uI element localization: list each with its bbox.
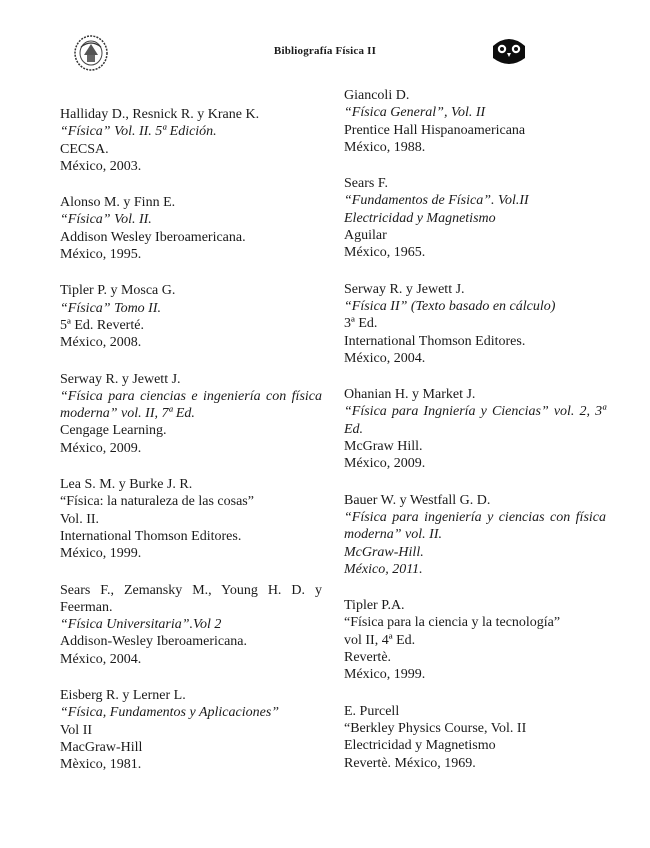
reference-entry — [344, 175, 606, 261]
reference-place-year: México, 1999. — [60, 546, 142, 562]
reference-authors: Sears F. — [344, 176, 388, 192]
reference-entry — [60, 282, 322, 351]
reference-entry — [60, 476, 322, 562]
reference-publisher: International Thomson Editores. — [60, 528, 242, 544]
reference-authors: E. Purcell — [344, 703, 400, 719]
reference-title: “Física para Ingniería y Ciencias” vol. 2, 3ª Ed. — [344, 404, 606, 437]
reference-title: “Física General”, Vol. II — [344, 105, 486, 121]
reference-authors: Ohanian H. y Market J. — [344, 387, 476, 403]
reference-authors: Tipler P. y Mosca G. — [60, 283, 176, 299]
reference-publisher: McGraw Hill. — [344, 439, 423, 455]
reference-title: “Física: la naturaleza de las cosas” — [60, 494, 254, 510]
reference-title: “Berkley Physics Course, Vol. II — [344, 720, 527, 736]
reference-place-year: México, 2003. — [60, 158, 142, 174]
owl-logo-icon — [490, 34, 528, 68]
reference-authors: Sears F., Zemansky M., Young H. D. y Feerman. — [60, 582, 322, 615]
reference-publisher: Addison-Wesley Iberoamericana. — [60, 634, 248, 650]
reference-edition: 3ª Ed. — [344, 316, 378, 332]
reference-place-year: México, 2004. — [60, 651, 142, 667]
reference-authors: Eisberg R. y Lerner L. — [60, 688, 186, 704]
reference-edition: vol II, 4ª Ed. — [344, 632, 416, 648]
reference-title: “Física, Fundamentos y Aplicaciones” — [60, 705, 280, 721]
reference-entry — [344, 386, 606, 472]
reference-place-year: México, 1988. — [344, 139, 426, 155]
reference-entry — [60, 687, 322, 773]
reference-entry — [60, 371, 322, 457]
left-column — [60, 106, 322, 793]
reference-authors: Serway R. y Jewett J. — [344, 281, 465, 297]
reference-title: “Fundamentos de Física”. Vol.II — [344, 193, 529, 209]
reference-place-year: México, 2008. — [60, 335, 142, 351]
unam-seal-icon — [72, 33, 110, 73]
reference-authors: Halliday D., Resnick R. y Krane K. — [60, 107, 260, 122]
reference-place-year: México, 1999. — [344, 667, 426, 683]
reference-volume: Vol. II. — [60, 511, 100, 527]
reference-publisher: Prentice Hall Hispanoamericana — [344, 122, 526, 138]
reference-authors: Tipler P.A. — [344, 598, 405, 614]
reference-publisher: Cengage Learning. — [60, 423, 167, 439]
reference-title: “Física para la ciencia y la tecnología” — [344, 615, 561, 631]
reference-subtitle: Electricidad y Magnetismo — [344, 738, 496, 754]
reference-authors: Alonso M. y Finn E. — [60, 195, 176, 211]
reference-title: “Física Universitaria”.Vol 2 — [60, 617, 222, 633]
reference-place-year: México, 2009. — [344, 456, 426, 472]
reference-title: “Física II” (Texto basado en cálculo) — [344, 298, 556, 314]
reference-volume: Vol II — [60, 722, 93, 738]
reference-publisher: Aguilar — [344, 228, 387, 244]
reference-entry — [344, 492, 606, 578]
reference-title: “Física” Vol. II. — [60, 212, 152, 228]
reference-title: “Física” Vol. II. 5ª Edición. — [60, 124, 217, 140]
reference-entry — [344, 87, 606, 156]
reference-place-year: México, 2011. — [344, 561, 423, 577]
reference-publisher: International Thomson Editores. — [344, 333, 526, 349]
reference-subtitle: Electricidad y Magnetismo — [344, 210, 496, 226]
reference-edition: 5ª Ed. Reverté. — [60, 317, 144, 333]
reference-publisher: MacGraw-Hill — [60, 739, 143, 755]
reference-publisher: Addison Wesley Iberoamericana. — [60, 229, 246, 245]
reference-title: “Física para ciencias e ingeniería con física moderna” vol. II, 7ª Ed. — [60, 388, 322, 422]
reference-entry — [60, 194, 322, 263]
reference-place-year: México, 2009. — [60, 440, 142, 456]
reference-entry — [344, 281, 606, 367]
reference-place-year: México, 1995. — [60, 247, 142, 263]
reference-publisher: CECSA. — [60, 141, 109, 157]
reference-title: “Física” Tomo II. — [60, 300, 162, 316]
reference-authors: Serway R. y Jewett J. — [60, 371, 181, 387]
reference-authors: Bauer W. y Westfall G. D. — [344, 492, 491, 508]
reference-place-year: Revertè. México, 1969. — [344, 755, 476, 771]
reference-entry — [60, 582, 322, 668]
reference-place-year: México, 2004. — [344, 350, 426, 366]
reference-entry — [344, 597, 606, 683]
reference-authors: Giancoli D. — [344, 88, 410, 103]
right-column — [344, 87, 606, 791]
reference-title: “Física para ingeniería y ciencias con física moderna” vol. II. — [344, 509, 606, 543]
reference-place-year: México, 1965. — [344, 245, 426, 261]
reference-entry — [60, 106, 322, 175]
reference-publisher: McGraw-Hill. — [344, 544, 424, 560]
page-title: Bibliografía Física II — [273, 45, 377, 57]
reference-publisher: Revertè. — [344, 650, 392, 666]
reference-entry — [344, 703, 606, 772]
reference-place-year: Mèxico, 1981. — [60, 757, 142, 773]
reference-authors: Lea S. M. y Burke J. R. — [60, 477, 193, 493]
